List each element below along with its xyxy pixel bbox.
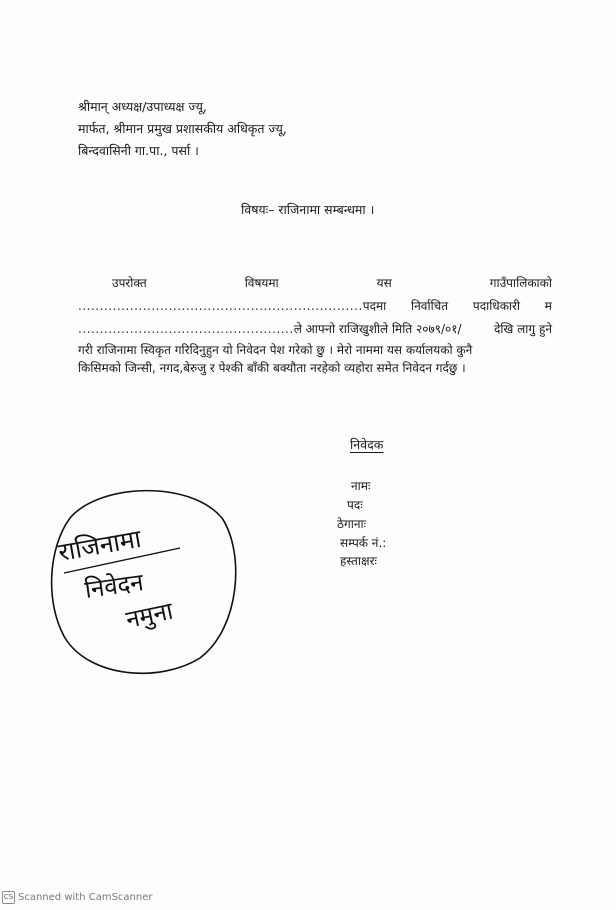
body-word: गाउँपालिकाको: [489, 276, 552, 290]
applicant-title: निवेदक: [350, 437, 384, 452]
body-word: निर्वाचित: [411, 299, 449, 313]
body-text: ले आफ्नो राजिखुशीले मिति २०७९/०१/: [293, 322, 462, 336]
stamp-text-line-3: नमुना: [123, 596, 176, 634]
watermark-text: Scanned with CamScanner: [18, 892, 153, 903]
contact-label: सम्पर्क नं.:: [340, 536, 387, 550]
body-word: विषयमा: [244, 276, 279, 290]
body-line-1: [78, 274, 552, 291]
body-line-4: गरी राजिनामा स्विकृत गरिदिनुहुन यो निवेदन पेश गरेको छु । मेरो नाममा यस कर्यालयको कुनै: [78, 343, 473, 357]
stamp-text-line-1: राजिनामा: [56, 523, 144, 567]
body-word: पदमा: [362, 299, 387, 313]
address-line-2: मार्फत, श्रीमान प्रमुख प्रशासकीय अधिकृत ज्यू,: [78, 121, 287, 136]
address-line-3: बिन्दवासिनी गा.पा., पर्सा ।: [78, 143, 199, 158]
name-label: नामः: [351, 479, 371, 493]
body-line-3: [78, 320, 552, 337]
handwritten-stamp: [40, 478, 240, 678]
address-label: ठेगानाः: [337, 517, 367, 531]
signature-label: हस्ताक्षरः: [340, 554, 377, 568]
recipient-address: [78, 96, 287, 162]
address-line-1: श्रीमान् अध्यक्ष/उपाध्यक्ष ज्यू,: [78, 99, 207, 114]
stamp-circle: [52, 491, 236, 674]
body-word: पदाधिकारी: [472, 299, 521, 313]
camscanner-logo-icon: CS: [2, 891, 15, 904]
stamp-text-line-2: निवेदन: [82, 568, 146, 604]
body-text: देखि लागु हुने: [494, 322, 552, 336]
blank-dots: ..................................................: [78, 322, 294, 336]
post-label: पदः: [347, 498, 363, 512]
body-word: म: [544, 299, 552, 313]
blank-dots: ..................................................................: [78, 299, 363, 313]
scanner-watermark: [2, 891, 153, 904]
body-line-2: [78, 297, 552, 314]
body-line-5: किसिमको जिन्सी, नगद,बेरुजु र पेश्की बाँकी बक्यौता नरहेको व्यहोरा समेत निवेदन गर्दछु ।: [78, 361, 466, 375]
applicant-block: [350, 436, 383, 453]
body-word: यस: [376, 276, 392, 290]
subject-line: विषयः– राजिनामा सम्बन्धमा ।: [241, 202, 375, 217]
body-word: उपरोक्त: [112, 276, 147, 290]
